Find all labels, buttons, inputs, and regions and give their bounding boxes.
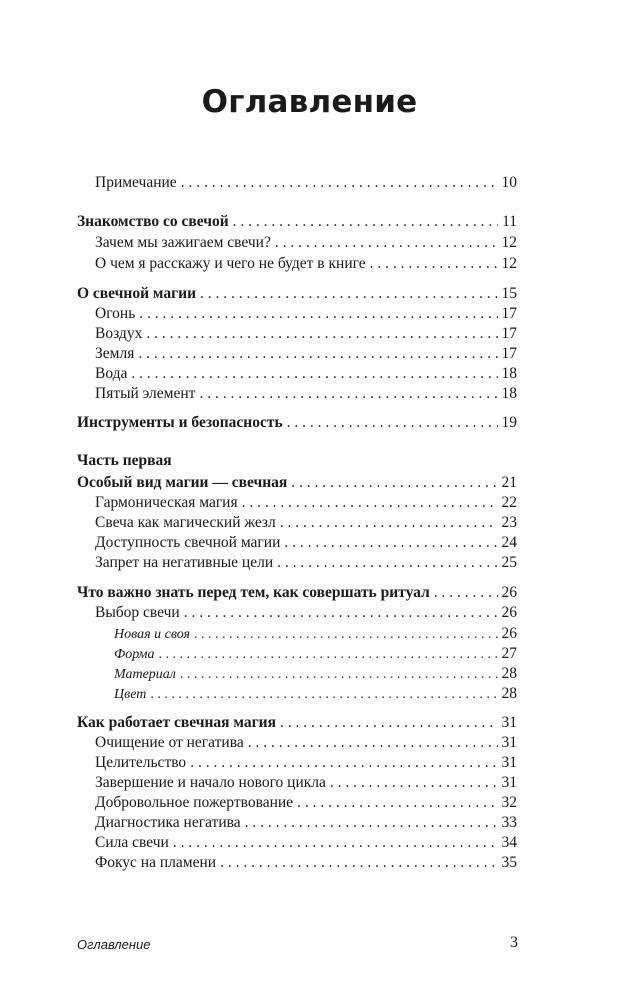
toc-entry[interactable] xyxy=(95,603,517,622)
toc-leader-dots xyxy=(199,384,497,403)
toc-entry-label: Инструменты и безопасность xyxy=(77,414,283,431)
toc-leader-dots xyxy=(277,553,497,572)
toc-leader-dots xyxy=(159,645,498,664)
toc-entry[interactable] xyxy=(95,793,517,812)
toc-entry-label: Свеча как магический жезл xyxy=(95,514,276,531)
toc-entry[interactable] xyxy=(114,684,517,704)
toc-entry-page: 11 xyxy=(502,213,517,230)
footer-section-title: Оглавление xyxy=(77,937,151,952)
toc-entry[interactable] xyxy=(95,254,517,273)
toc-entry[interactable] xyxy=(77,473,517,492)
toc-entry[interactable] xyxy=(95,233,517,252)
toc-entry[interactable] xyxy=(95,733,517,752)
toc-entry-page: 31 xyxy=(501,714,517,731)
toc-leader-dots xyxy=(131,364,497,383)
toc-entry-page: 15 xyxy=(501,285,517,302)
toc-leader-dots xyxy=(139,304,497,323)
toc-leader-dots xyxy=(248,733,498,752)
toc-entry-label: Зачем мы зажигаем свечи? xyxy=(95,234,271,251)
toc-entry[interactable] xyxy=(77,212,517,231)
toc-entry-label: Знакомство со свечой xyxy=(77,213,229,230)
toc-entry[interactable] xyxy=(95,344,517,363)
toc-leader-dots xyxy=(284,533,497,552)
toc-entry-label: Огонь xyxy=(95,305,136,322)
toc-entry-page: 12 xyxy=(501,234,517,251)
toc-entry[interactable] xyxy=(95,173,517,192)
toc-entry-label: Выбор свечи xyxy=(95,604,180,621)
toc-entry-label: О свечной магии xyxy=(77,285,197,302)
toc-entry-page: 17 xyxy=(501,345,517,362)
toc-entry-page: 22 xyxy=(501,494,517,511)
toc-leader-dots xyxy=(434,583,498,602)
toc-entry-label: Завершение и начало нового цикла xyxy=(95,774,326,791)
toc-entry-label: Целительство xyxy=(95,754,187,771)
toc-entry-label: Материал xyxy=(114,667,176,682)
toc-entry-label: Что важно знать перед тем, как совершать ритуал xyxy=(77,584,430,601)
toc-entry-page: 21 xyxy=(501,474,517,491)
toc-entry-page: 28 xyxy=(501,665,517,682)
toc-leader-dots xyxy=(180,665,498,684)
toc-leader-dots xyxy=(233,212,498,231)
toc-leader-dots xyxy=(181,173,498,192)
toc-entry[interactable] xyxy=(114,624,517,644)
toc-leader-dots xyxy=(194,625,497,644)
part-heading: Часть первая xyxy=(77,452,172,469)
toc-entry[interactable] xyxy=(95,833,517,852)
toc-entry-page: 25 xyxy=(501,554,517,571)
toc-entry-page: 18 xyxy=(501,385,517,402)
toc-entry-label: Воздух xyxy=(95,325,143,342)
toc-entry[interactable] xyxy=(95,364,517,383)
toc-entry[interactable] xyxy=(95,384,517,403)
toc-entry[interactable] xyxy=(77,413,517,432)
toc-entry-label: Цвет xyxy=(114,687,147,702)
toc-entry-label: Диагностика негатива xyxy=(95,814,241,831)
toc-entry-page: 12 xyxy=(501,255,517,272)
toc-entry[interactable] xyxy=(95,324,517,343)
toc-entry[interactable] xyxy=(95,533,517,552)
toc-entry[interactable] xyxy=(95,493,517,512)
toc-entry[interactable] xyxy=(114,644,517,664)
toc-entry-label: Доступность свечной магии xyxy=(95,534,281,551)
toc-leader-dots xyxy=(150,685,497,704)
toc-entry-page: 19 xyxy=(501,414,517,431)
toc-entry-label: Запрет на негативные цели xyxy=(95,554,274,571)
toc-leader-dots xyxy=(370,254,498,273)
toc-leader-dots xyxy=(220,853,497,872)
toc-entry[interactable] xyxy=(95,753,517,772)
page-title: Оглавление xyxy=(201,84,418,120)
toc-entry[interactable] xyxy=(95,853,517,872)
toc-entry-page: 24 xyxy=(501,534,517,551)
toc-entry-page: 26 xyxy=(501,604,517,621)
toc-entry[interactable] xyxy=(95,813,517,832)
toc-entry-page: 34 xyxy=(501,834,517,851)
toc-entry[interactable] xyxy=(95,553,517,572)
toc-entry-label: Примечание xyxy=(95,174,177,191)
toc-leader-dots xyxy=(291,473,497,492)
toc-entry-label: О чем я расскажу и чего не будет в книге xyxy=(95,255,366,272)
toc-entry-page: 10 xyxy=(501,174,517,191)
toc-entry-page: 26 xyxy=(501,625,517,642)
toc-entry-page: 31 xyxy=(501,754,517,771)
toc-entry[interactable] xyxy=(95,773,517,792)
toc-leader-dots xyxy=(245,813,498,832)
toc-entry-page: 35 xyxy=(501,854,517,871)
toc-entry-page: 26 xyxy=(501,584,517,601)
toc-entry[interactable] xyxy=(77,583,517,602)
toc-entry-label: Земля xyxy=(95,345,135,362)
toc-entry-page: 32 xyxy=(501,794,517,811)
toc-entry-label: Очищение от негатива xyxy=(95,734,244,751)
toc-entry-page: 27 xyxy=(501,645,517,662)
toc-leader-dots xyxy=(275,233,498,252)
toc-entry-label: Новая и своя xyxy=(114,627,191,642)
toc-entry-page: 17 xyxy=(501,325,517,342)
toc-entry-page: 31 xyxy=(501,734,517,751)
toc-entry-page: 17 xyxy=(501,305,517,322)
toc-entry-label: Пятый элемент xyxy=(95,385,196,402)
toc-entry[interactable] xyxy=(95,304,517,323)
toc-entry-label: Форма xyxy=(114,647,155,662)
toc-leader-dots xyxy=(287,413,498,432)
toc-leader-dots xyxy=(173,833,498,852)
toc-entry-label: Вода xyxy=(95,365,128,382)
toc-leader-dots xyxy=(190,753,497,772)
toc-leader-dots xyxy=(146,324,497,343)
toc-entry-label: Как работает свечная магия xyxy=(77,714,276,731)
toc-entry-page: 23 xyxy=(501,514,517,531)
toc-entry-label: Добровольное пожертвование xyxy=(95,794,294,811)
toc-leader-dots xyxy=(200,284,497,303)
toc-leader-dots xyxy=(330,773,498,792)
toc-leader-dots xyxy=(184,603,498,622)
toc-entry-page: 31 xyxy=(501,774,517,791)
toc-entry-label: Фокус на пламени xyxy=(95,854,217,871)
toc-entry[interactable] xyxy=(95,513,517,532)
toc-leader-dots xyxy=(138,344,497,363)
toc-entry-label: Особый вид магии — свечная xyxy=(77,474,288,491)
toc-entry[interactable] xyxy=(77,713,517,732)
page-number: 3 xyxy=(510,934,518,951)
toc-entry-label: Сила свечи xyxy=(95,834,169,851)
toc-leader-dots xyxy=(280,513,498,532)
toc-leader-dots xyxy=(280,713,498,732)
toc-leader-dots xyxy=(242,493,498,512)
toc-entry[interactable] xyxy=(114,664,517,684)
toc-leader-dots xyxy=(297,793,497,812)
toc-entry[interactable] xyxy=(77,284,517,303)
toc-entry-page: 33 xyxy=(501,814,517,831)
toc-entry-page: 18 xyxy=(501,365,517,382)
toc-entry-page: 28 xyxy=(501,685,517,702)
toc-entry-label: Гармоническая магия xyxy=(95,494,238,511)
